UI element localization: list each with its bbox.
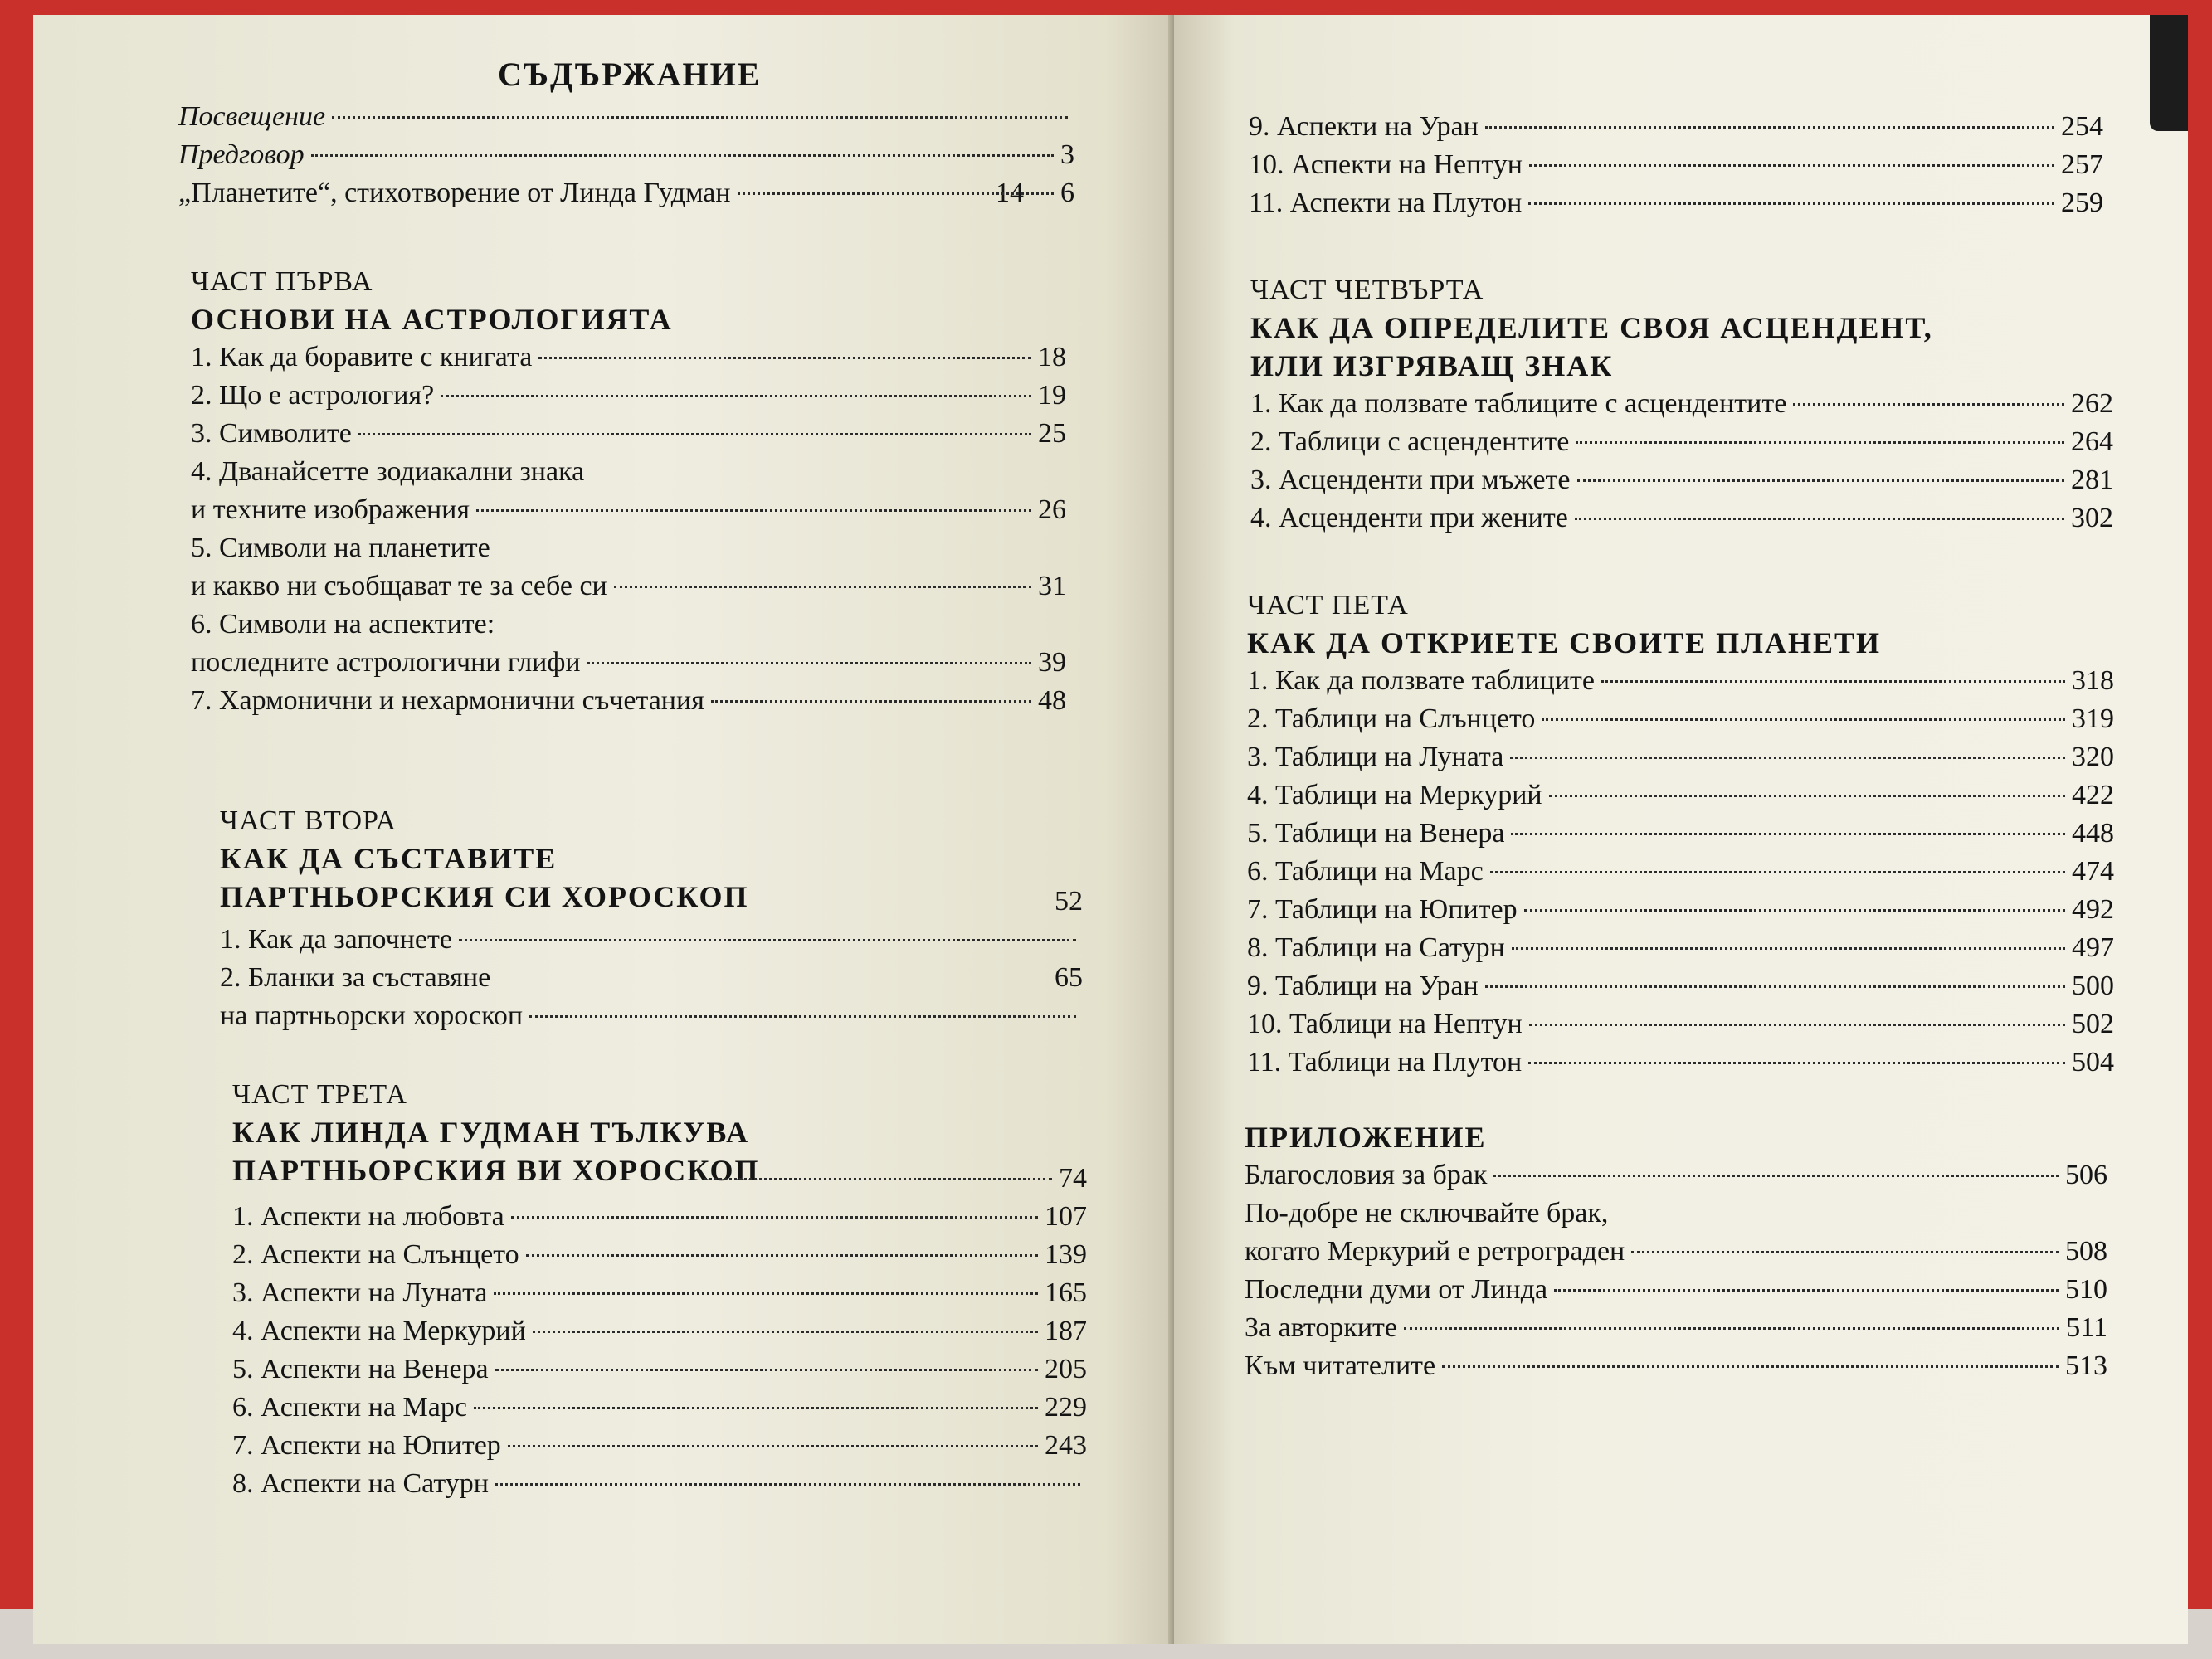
toc-entry: когато Меркурий е ретрограден 508 xyxy=(1245,1236,2107,1267)
part-five xyxy=(1247,587,2114,1082)
part-three xyxy=(232,1077,1087,1503)
toc-entry: „Планетите“, стихотворение от Линда Гудман 6 xyxy=(178,178,1074,208)
toc-entry: 6. Символи на аспектите: xyxy=(191,609,495,640)
part-heading: КАК ДА СЪСТАВИТЕ xyxy=(220,842,558,875)
toc-entry: 3. Таблици на Луната 320 xyxy=(1247,742,2114,772)
left-page xyxy=(33,15,1174,1644)
toc-entry: и какво ни съобщават те за себе си 31 xyxy=(191,571,1066,601)
part-four xyxy=(1250,272,2113,538)
toc-entry: 52 xyxy=(1055,886,1083,917)
toc-entry: 10. Аспекти на Нептун 257 xyxy=(1249,149,2103,180)
toc-entry: Благословия за брак 506 xyxy=(1245,1160,2107,1190)
toc-entry: По-добре не сключвайте брак, xyxy=(1245,1198,1609,1228)
toc-entry: 3. Асценденти при мъжете 281 xyxy=(1250,465,2113,495)
toc-entry: 14 xyxy=(996,178,1024,208)
toc-entry: 1. Как да ползвате таблиците 318 xyxy=(1247,665,2114,696)
toc-entry: 1. Аспекти на любовта 107 xyxy=(232,1201,1087,1232)
toc-entry: 6. Таблици на Марс 474 xyxy=(1247,856,2114,887)
part-three-continued xyxy=(1249,108,2103,222)
part-heading: ИЛИ ИЗГРЯВАЩ ЗНАК xyxy=(1250,349,1614,382)
toc-entry: 1. Как да започнете xyxy=(220,921,1083,959)
appendix xyxy=(1245,1118,2107,1385)
toc-entry: 3. Аспекти на Луната 165 xyxy=(232,1277,1087,1308)
toc-entry: 74 xyxy=(232,1160,1087,1198)
part-label: ЧАСТ ПЕТА xyxy=(1247,590,1409,620)
part-label: ЧАСТ ТРЕТА xyxy=(232,1079,407,1110)
part-label: ЧАСТ ПЪРВА xyxy=(191,266,373,297)
toc-entry: Посвещение xyxy=(178,98,1074,136)
toc-entry: 7. Хармонични и нехармонични съчетания 48 xyxy=(191,685,1066,716)
toc-entry: 10. Таблици на Нептун 502 xyxy=(1247,1009,2114,1039)
toc-entry: 4. Таблици на Меркурий 422 xyxy=(1247,780,2114,810)
binder-clip xyxy=(2150,15,2188,131)
toc-entry: 2. Таблици с асцендентите 264 xyxy=(1250,426,2113,457)
toc-entry: 4. Асценденти при жените 302 xyxy=(1250,503,2113,533)
appendix-heading: ПРИЛОЖЕНИЕ xyxy=(1245,1121,1487,1154)
part-two xyxy=(220,803,1083,1035)
part-heading: ПАРТНЬОРСКИЯ СИ ХОРОСКОП xyxy=(220,880,749,913)
toc-entry: 2. Аспекти на Слънцето 139 xyxy=(232,1239,1087,1270)
part-label: ЧАСТ ВТОРА xyxy=(220,805,397,836)
part-heading: КАК ДА ОПРЕДЕЛИТЕ СВОЯ АСЦЕНДЕНТ, xyxy=(1250,311,1933,344)
toc-entry: 1. Как да ползвате таблиците с асцендентите 262 xyxy=(1250,388,2113,419)
part-heading: ОСНОВИ НА АСТРОЛОГИЯТА xyxy=(191,303,673,336)
toc-entry: 8. Аспекти на Сатурн xyxy=(232,1465,1087,1503)
toc-entry: 4. Аспекти на Меркурий 187 xyxy=(232,1316,1087,1346)
toc-entry: 9. Таблици на Уран 500 xyxy=(1247,971,2114,1001)
toc-entry: 5. Таблици на Венера 448 xyxy=(1247,818,2114,849)
toc-entry: 7. Таблици на Юпитер 492 xyxy=(1247,894,2114,925)
part-heading: КАК ЛИНДА ГУДМАН ТЪЛКУВА xyxy=(232,1116,750,1149)
toc-entry: 11. Таблици на Плутон 504 xyxy=(1247,1047,2114,1078)
toc-entry: последните астрологични глифи 39 xyxy=(191,647,1066,678)
toc-entry: 2. Що е астрология? 19 xyxy=(191,380,1066,411)
toc-entry: 3. Символите 25 xyxy=(191,418,1066,449)
toc-entry: 2. Бланки за съставяне 65 xyxy=(220,962,1083,993)
part-label: ЧАСТ ЧЕТВЪРТА xyxy=(1250,275,1484,305)
toc-entry: 6. Аспекти на Марс 229 xyxy=(232,1392,1087,1423)
toc-entry: 7. Аспекти на Юпитер 243 xyxy=(232,1430,1087,1461)
toc-entry: 8. Таблици на Сатурн 497 xyxy=(1247,932,2114,963)
toc-entry: и техните изображения 26 xyxy=(191,494,1066,525)
toc-entry: За авторките 511 xyxy=(1245,1312,2107,1343)
toc-entry: 5. Символи на планетите xyxy=(191,533,490,563)
part-one xyxy=(191,264,1066,720)
toc-entry: Последни думи от Линда 510 xyxy=(1245,1274,2107,1305)
toc-entry: 4. Дванайсетте зодиакални знака xyxy=(191,456,585,487)
toc-entry: 5. Аспекти на Венера 205 xyxy=(232,1354,1087,1384)
toc-entry: 2. Таблици на Слънцето 319 xyxy=(1247,703,2114,734)
toc-entry: 11. Аспекти на Плутон 259 xyxy=(1249,187,2103,218)
toc-title: СЪДЪРЖАНИЕ xyxy=(498,56,762,93)
toc-entry: Към читателите 513 xyxy=(1245,1350,2107,1381)
part-heading: ПАРТНЬОРСКИЯ ВИ ХОРОСКОП xyxy=(232,1154,760,1187)
toc-entry: 9. Аспекти на Уран 254 xyxy=(1249,111,2103,142)
toc-entry: 1. Как да боравите с книгата 18 xyxy=(191,342,1066,372)
part-heading: КАК ДА ОТКРИЕТЕ СВОИТЕ ПЛАНЕТИ xyxy=(1247,626,1882,659)
right-page xyxy=(1174,15,2188,1644)
toc-entry: на партньорски хороскоп xyxy=(220,997,1083,1035)
front-matter-list xyxy=(178,98,1074,212)
toc-entry: Предговор 3 xyxy=(178,139,1074,170)
